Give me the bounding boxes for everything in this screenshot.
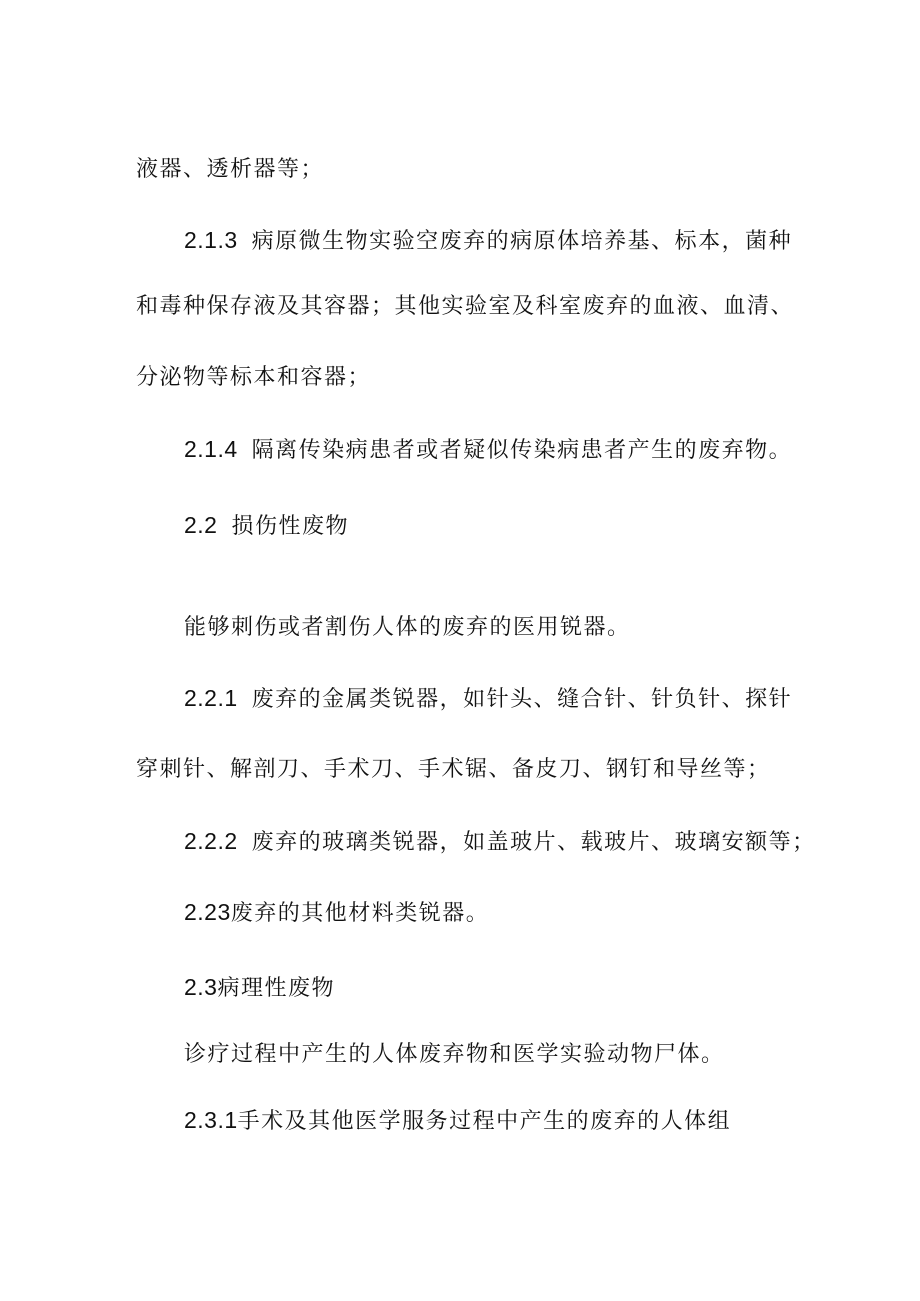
section-number: 2.3.1 bbox=[184, 1107, 238, 1133]
line-text: 手术及其他医学服务过程中产生的废弃的人体组 bbox=[237, 1109, 732, 1134]
line-text: 病原微生物实验空废弃的病原体培养基、标本，菌种 bbox=[251, 229, 793, 254]
section-heading-2-1-4 bbox=[184, 434, 792, 466]
section-number: 2.2.2 bbox=[184, 828, 238, 854]
section-heading-2-2 bbox=[184, 510, 349, 542]
section-heading-2-3 bbox=[184, 972, 335, 1004]
paragraph-line bbox=[136, 292, 794, 322]
section-heading-2-23 bbox=[184, 897, 489, 929]
line-text: 废弃的玻璃类锐器，如盖玻片、载玻片、玻璃安额等； bbox=[251, 830, 816, 855]
paragraph-line bbox=[136, 363, 371, 393]
paragraph-line bbox=[184, 613, 631, 643]
line-text: 损伤性废物 bbox=[231, 514, 349, 539]
line-text: 废弃的金属类锐器，如针头、缝合针、针负针、探针 bbox=[251, 687, 793, 712]
line-text: 诊疗过程中产生的人体废弃物和医学实验动物尸体。 bbox=[184, 1042, 725, 1067]
section-number: 2.2.1 bbox=[184, 685, 238, 711]
section-number: 2.1.3 bbox=[184, 227, 238, 253]
section-heading-2-1-3 bbox=[184, 225, 792, 257]
paragraph-line bbox=[184, 1040, 725, 1070]
section-heading-2-2-1 bbox=[184, 683, 792, 715]
line-text: 废弃的其他材料类锐器。 bbox=[230, 901, 490, 926]
section-number: 2.2 bbox=[184, 512, 218, 538]
paragraph-line bbox=[136, 155, 324, 185]
section-heading-2-3-1 bbox=[184, 1105, 731, 1137]
line-text: 病理性废物 bbox=[217, 976, 335, 1001]
section-number: 2.23 bbox=[184, 899, 231, 925]
section-number: 2.3 bbox=[184, 974, 218, 1000]
line-text: 分泌物等标本和容器； bbox=[136, 365, 372, 390]
line-text: 和毒种保存液及其容器；其他实验室及科室废弃的血液、血清、 bbox=[136, 294, 795, 319]
paragraph-line bbox=[136, 755, 771, 785]
line-text: 穿刺针、解剖刀、手术刀、手术锯、备皮刀、钢钉和导丝等； bbox=[136, 757, 771, 782]
section-number: 2.1.4 bbox=[184, 436, 238, 462]
section-heading-2-2-2 bbox=[184, 826, 816, 858]
line-text: 能够刺伤或者割伤人体的废弃的医用锐器。 bbox=[184, 615, 631, 640]
line-text: 隔离传染病患者或者疑似传染病患者产生的废弃物。 bbox=[251, 438, 793, 463]
line-text: 液器、透析器等； bbox=[136, 157, 325, 182]
